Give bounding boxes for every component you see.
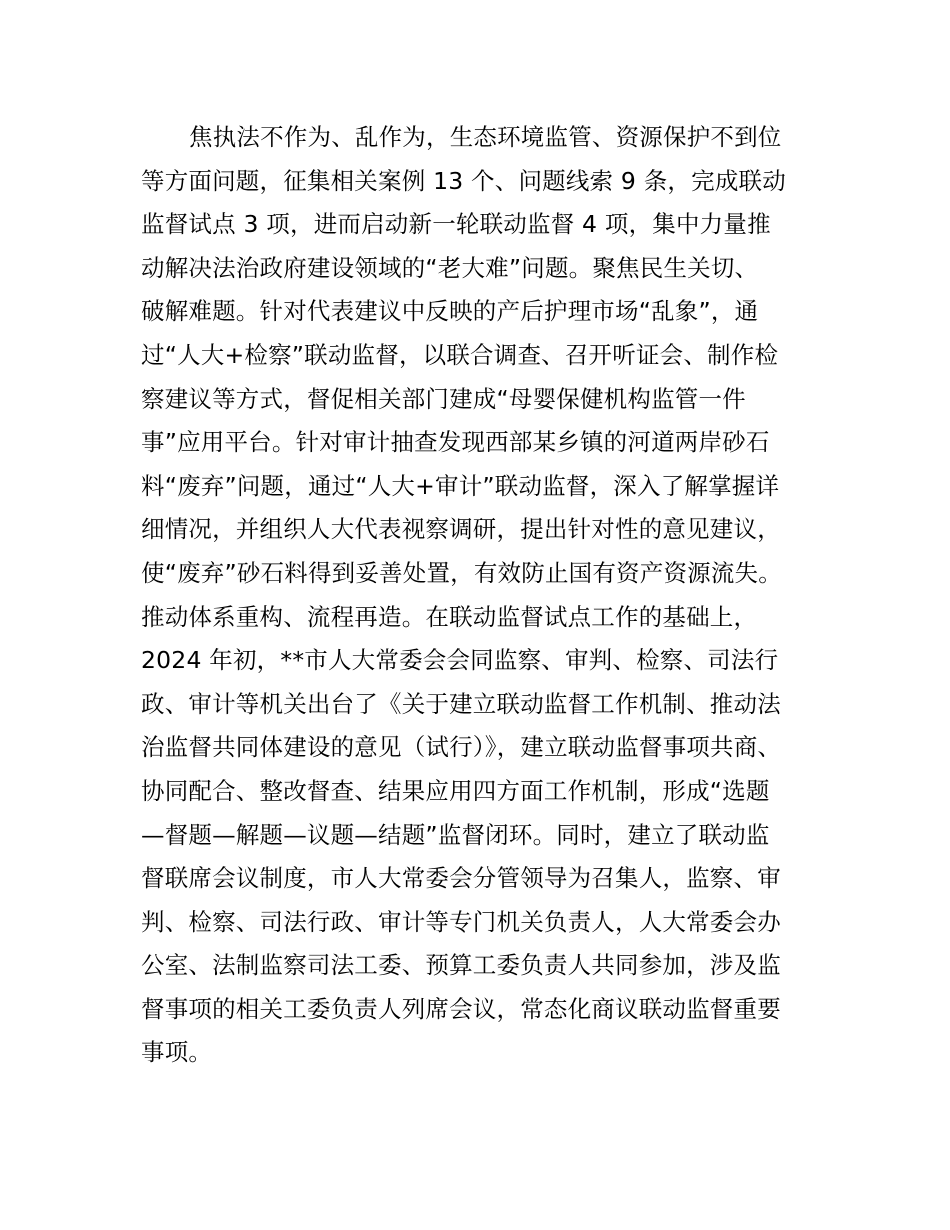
text-line: 2024 年初，**市人大常委会会同监察、审判、检察、司法行: [141, 646, 779, 675]
text-line: 料“废弃”问题，通过“人大+审计”联动监督，深入了解掌握详: [141, 471, 780, 500]
text-line: 使“废弃”砂石料得到妥善处置，有效防止国有资产资源流失。: [141, 558, 782, 587]
text-line: 监督试点 3 项，进而启动新一轮联动监督 4 项，集中力量推: [141, 210, 771, 239]
text-line: 政、审计等机关出台了《关于建立联动监督工作机制、推动法: [141, 689, 781, 718]
text-line: 细情况，并组织人大代表视察调研，提出针对性的意见建议，: [141, 515, 781, 544]
text-line: 过“人大+检察”联动监督，以联合调查、召开听证会、制作检: [141, 340, 779, 369]
text-line: 督事项的相关工委负责人列席会议，常态化商议联动监督重要: [141, 994, 781, 1023]
text-line: 等方面问题，征集相关案例 13 个、问题线索 9 条，完成联动: [141, 166, 786, 195]
text-line: 事”应用平台。针对审计抽查发现西部某乡镇的河道两岸砂石: [141, 428, 770, 457]
text-line: 破解难题。针对代表建议中反映的产后护理市场“乱象”，通: [141, 297, 759, 326]
text-line: 督联席会议制度，市人大常委会分管领导为召集人，监察、审: [141, 864, 781, 893]
text-line: 动解决法治政府建设领域的“老大难”问题。聚焦民生关切、: [141, 253, 759, 282]
text-line: 判、检察、司法行政、审计等专门机关负责人，人大常委会办: [141, 907, 781, 936]
text-line: —督题—解题—议题—结题”监督闭环。同时，建立了联动监: [141, 820, 770, 849]
text-line: 事项。: [141, 1038, 213, 1067]
text-line: 协同配合、整改督查、结果应用四方面工作机制，形成“选题: [141, 776, 770, 805]
text-line: 治监督共同体建设的意见（试行）》，建立联动监督事项共商、: [141, 733, 782, 762]
text-line: 察建议等方式，督促相关部门建成“母婴保健机构监管一件: [141, 384, 746, 413]
text-line: 公室、法制监察司法工委、预算工委负责人共同参加，涉及监: [141, 951, 781, 980]
text-line: 推动体系重构、流程再造。在联动监督试点工作的基础上，: [141, 602, 758, 631]
body-paragraph: [141, 116, 861, 1075]
text-line: 焦执法不作为、乱作为，生态环境监管、资源保护不到位: [189, 123, 782, 151]
